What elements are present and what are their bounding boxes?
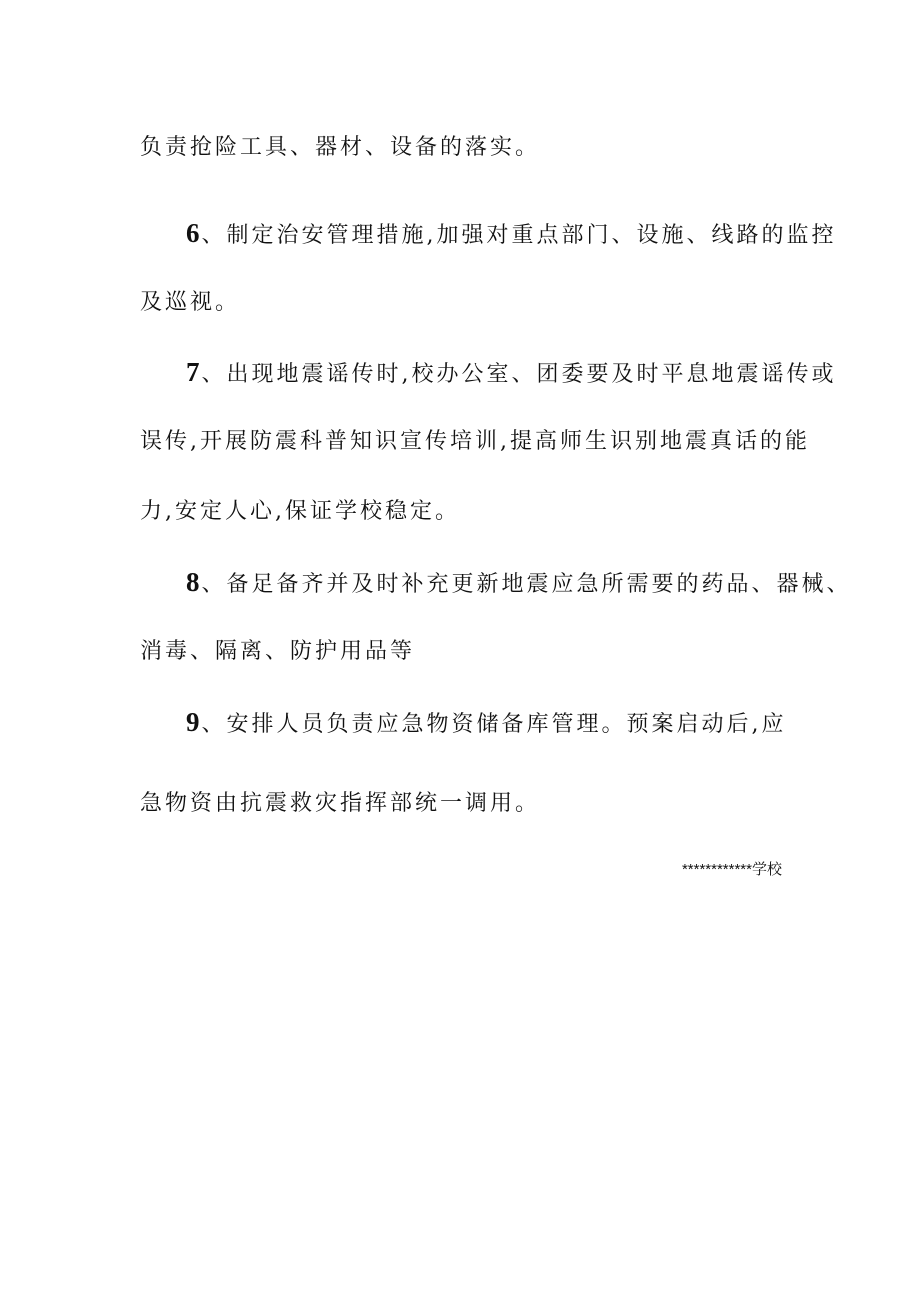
item-number: 7: [186, 357, 200, 387]
line-text: 、出现地震谣传时,校办公室、团委要及时平息地震谣传或: [201, 362, 837, 387]
line-text: 、制定治安管理措施,加强对重点部门、设施、线路的监控: [201, 223, 837, 248]
body-line-1: [140, 133, 820, 163]
line-text: 误传,开展防震科普知识宣传培训,提高师生识别地震真话的能: [140, 429, 810, 454]
item-number: 8: [186, 567, 200, 597]
item-7-line-2: [140, 427, 820, 457]
line-text: 负责抢险工具、器材、设备的落实。: [140, 135, 541, 160]
line-text: 力,安定人心,保证学校稳定。: [140, 499, 460, 524]
item-8-line-2: [140, 637, 820, 667]
line-text: 、安排人员负责应急物资储备库管理。预案启动后,应: [201, 712, 787, 737]
line-text: 及巡视。: [140, 290, 241, 315]
item-9-line-1: [186, 707, 866, 740]
signature-school: ************学校: [681, 861, 782, 878]
item-9-line-2: [140, 789, 820, 819]
line-text: 、备足备齐并及时补充更新地震应急所需要的药品、器械、: [201, 572, 852, 597]
line-text: 急物资由抗震救灾指挥部统一调用。: [140, 791, 541, 816]
item-7-line-3: [140, 497, 820, 527]
item-8-line-1: [186, 567, 866, 600]
line-text: 消毒、隔离、防护用品等: [140, 639, 416, 664]
item-number: 6: [186, 218, 200, 248]
item-6-line-1: [186, 218, 866, 251]
item-6-line-2: [140, 288, 820, 318]
item-7-line-1: [186, 357, 866, 390]
item-number: 9: [186, 707, 200, 737]
